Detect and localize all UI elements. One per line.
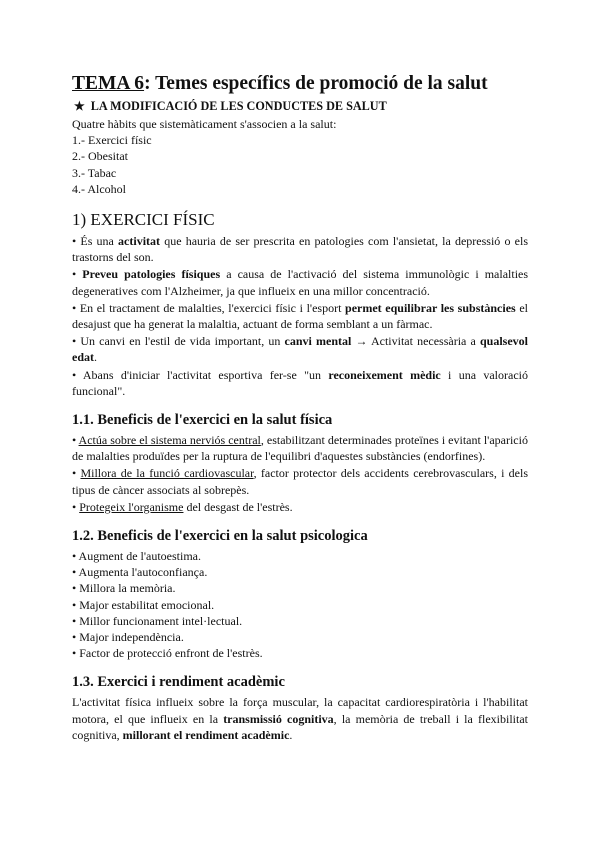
underlined-run: Actúa sobre el sistema nerviós central xyxy=(78,433,261,448)
subtitle xyxy=(72,98,528,114)
title-prefix: TEMA 6 xyxy=(72,73,145,94)
intro-lead: Quatre hàbits que sistemàticament s'associen a la salut: xyxy=(72,117,337,131)
bold-run: permet equilibrar les substàncies xyxy=(345,300,516,315)
text-run: i una valoració funcional". xyxy=(72,367,528,398)
list-item: • Millora la memòria. xyxy=(72,581,176,596)
text-run: • xyxy=(72,267,83,282)
psych-benefits-list xyxy=(72,548,528,661)
underlined-run: Millora de la funció cardiovascular xyxy=(80,466,254,481)
list-item: • Factor de protecció enfront de l'estrès. xyxy=(72,646,263,661)
bullet-paragraph xyxy=(72,333,528,365)
text-run: • xyxy=(72,499,80,514)
star-icon: ★ xyxy=(74,99,85,113)
text-run: → Activitat necessària a xyxy=(351,334,480,349)
section-heading-rendiment-academic: 1.3. Exercici i rendiment acadèmic xyxy=(72,674,285,691)
bold-run: activitat xyxy=(118,234,161,249)
text-run: • xyxy=(72,466,81,481)
section-heading-salut-psicologica: 1.2. Beneficis de l'exercici en la salut psicologica xyxy=(72,528,368,545)
underlined-run: Protegeix l'organisme xyxy=(79,499,184,514)
text-run: • Un canvi en l'estil de vida important, un xyxy=(72,334,285,349)
title-rest: : Temes específics de promoció de la salut xyxy=(144,73,488,94)
page-title xyxy=(72,72,528,96)
list-item: • Augment de l'autoestima. xyxy=(72,549,202,564)
list-item: 4.- Alcohol xyxy=(72,181,126,196)
bold-run: qualsevol edat xyxy=(72,334,528,365)
bold-run: canvi mental xyxy=(284,334,352,349)
text-run: L'activitat física influeix sobre la força muscular, la capacitat cardiorespiratòria i l'habilitat motora, el que influeix en la xyxy=(72,695,528,726)
list-item: • Major independència. xyxy=(72,630,184,645)
bullet-paragraph xyxy=(72,499,528,515)
text-run: a causa de l'activació del sistema immunològic i malalties degeneratives com l'Alzheimer, ja que influeix en una millor concentració. xyxy=(72,267,529,298)
text-run: . xyxy=(289,727,293,742)
text-run: . xyxy=(94,350,97,365)
list-item: • Millor funcionament intel·lectual. xyxy=(72,613,243,628)
bullet-paragraph xyxy=(72,367,528,399)
text-run: , factor protector dels accidents cerebrovasculars, i dels tipus de càncer associats al sobrepès. xyxy=(72,466,529,497)
text-run: que hauria de ser prescrita en patologies com l'ansietat, la depressió o els trastorns del son. xyxy=(72,234,528,265)
bold-run: millorant el rendiment acadèmic xyxy=(122,727,290,742)
bullet-paragraph xyxy=(72,465,528,497)
text-run: , estabilitzant determinades proteïnes i evitant l'aparició de malalties produïdes per la ruptura de l'equilibri d'aquestes substàncies (endorfines). xyxy=(72,433,528,464)
subtitle-text: LA MODIFICACIÓ DE LES CONDUCTES DE SALUT xyxy=(90,99,387,113)
academic-paragraph xyxy=(72,694,528,743)
list-item: 1.- Exercici físic xyxy=(72,133,152,148)
habits-list xyxy=(72,132,528,197)
section-heading-salut-fisica: 1.1. Beneficis de l'exercici en la salut física xyxy=(72,412,333,429)
section-heading-exercici-fisic: 1) EXERCICI FÍSIC xyxy=(72,210,215,230)
bold-run: Preveu patologies físiques xyxy=(82,267,221,282)
bullet-paragraph xyxy=(72,233,528,265)
text-run: del desgast de l'estrès. xyxy=(183,499,293,514)
text-run: • En el tractament de malalties, l'exercici físic i l'esport xyxy=(72,300,346,315)
list-item: • Major estabilitat emocional. xyxy=(72,597,215,612)
text-run: • Abans d'iniciar l'activitat esportiva fer-se "un xyxy=(72,367,329,382)
bold-run: reconeixement mèdic xyxy=(328,367,441,382)
list-item: 2.- Obesitat xyxy=(72,149,128,164)
bullet-paragraph xyxy=(72,300,528,332)
text-run: • xyxy=(72,433,79,448)
bullet-paragraph xyxy=(72,266,528,298)
list-item: 3.- Tabac xyxy=(72,165,117,180)
text-run: • És una xyxy=(72,234,119,249)
text-run: el desajust que ha generat la malaltia, actuant de forma semblant a un fàrmac. xyxy=(72,300,528,332)
text-run: , la memòria de treball i la flexibilitat cognitiva, xyxy=(72,711,528,742)
list-item: • Augmenta l'autoconfiança. xyxy=(72,565,208,580)
bold-run: transmissió cognitiva xyxy=(223,711,334,726)
bullet-paragraph xyxy=(72,432,528,464)
